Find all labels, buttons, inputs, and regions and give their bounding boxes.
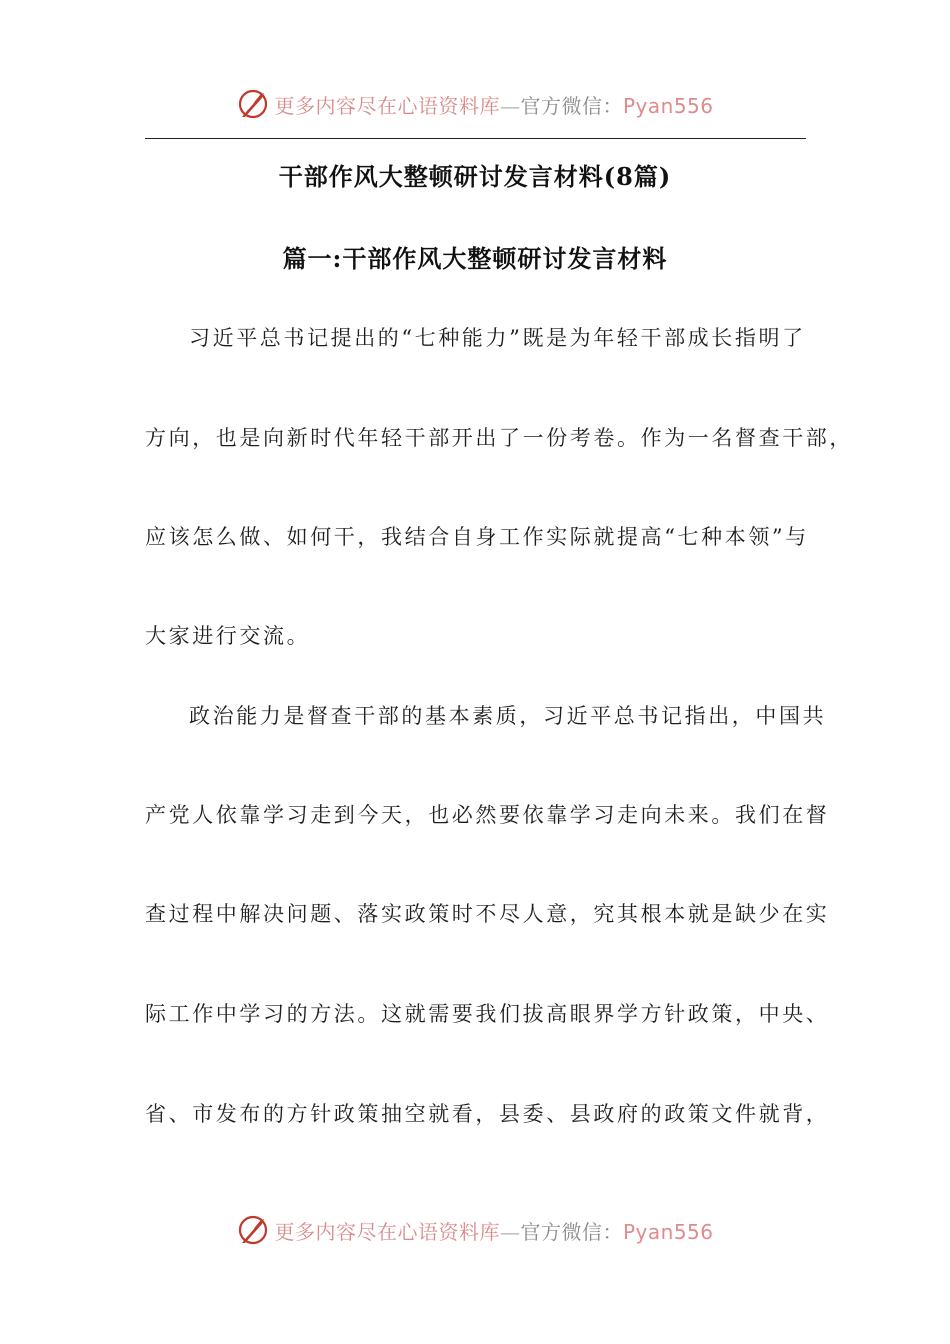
paragraph-line: 查过程中解决问题、落实政策时不尽人意，究其根本就是缺少在实: [145, 902, 830, 926]
paragraph-line: 大家进行交流。: [145, 624, 311, 648]
paragraph-line: 际工作中学习的方法。这就需要我们拔高眼界学方针政策，中央、: [145, 1002, 830, 1026]
header-banner: [0, 82, 950, 126]
quill-logo-icon: [236, 1213, 270, 1247]
banner-wechat-id: Pyan556: [622, 93, 714, 118]
footer-banner: [0, 1208, 950, 1252]
paragraph-line: 政治能力是督查干部的基本素质，习近平总书记指出，中国共: [189, 704, 827, 728]
paragraph-line: 应该怎么做、如何干，我结合自身工作实际就提高“七种本领”与: [145, 525, 809, 549]
section-title: 篇一:干部作风大整顿研讨发言材料: [282, 244, 668, 273]
paragraph-line: 方向，也是向新时代年轻干部开出了一份考卷。作为一名督查干部，: [145, 426, 853, 450]
banner-wechat-label: 官方微信：: [520, 93, 623, 118]
header-rule: [145, 138, 806, 139]
banner-separator: —: [499, 1219, 521, 1244]
banner-main-text: 更多内容尽在心语资料库: [274, 1219, 500, 1244]
paragraph-line: 产党人依靠学习走到今天，也必然要依靠学习走向未来。我们在督: [145, 803, 830, 827]
banner-wechat-id: Pyan556: [622, 1219, 714, 1244]
banner-text: [274, 1216, 713, 1245]
document-title: 干部作风大整顿研讨发言材料(8篇): [278, 162, 672, 191]
quill-logo-icon: [236, 87, 270, 121]
banner-text: [274, 90, 713, 119]
banner-wechat-label: 官方微信：: [520, 1219, 623, 1244]
paragraph-line: 省、市发布的方针政策抽空就看，县委、县政府的政策文件就背，: [145, 1102, 830, 1126]
banner-main-text: 更多内容尽在心语资料库: [274, 93, 500, 118]
paragraph-line: 习近平总书记提出的“七种能力”既是为年轻干部成长指明了: [189, 326, 806, 350]
banner-separator: —: [499, 93, 521, 118]
